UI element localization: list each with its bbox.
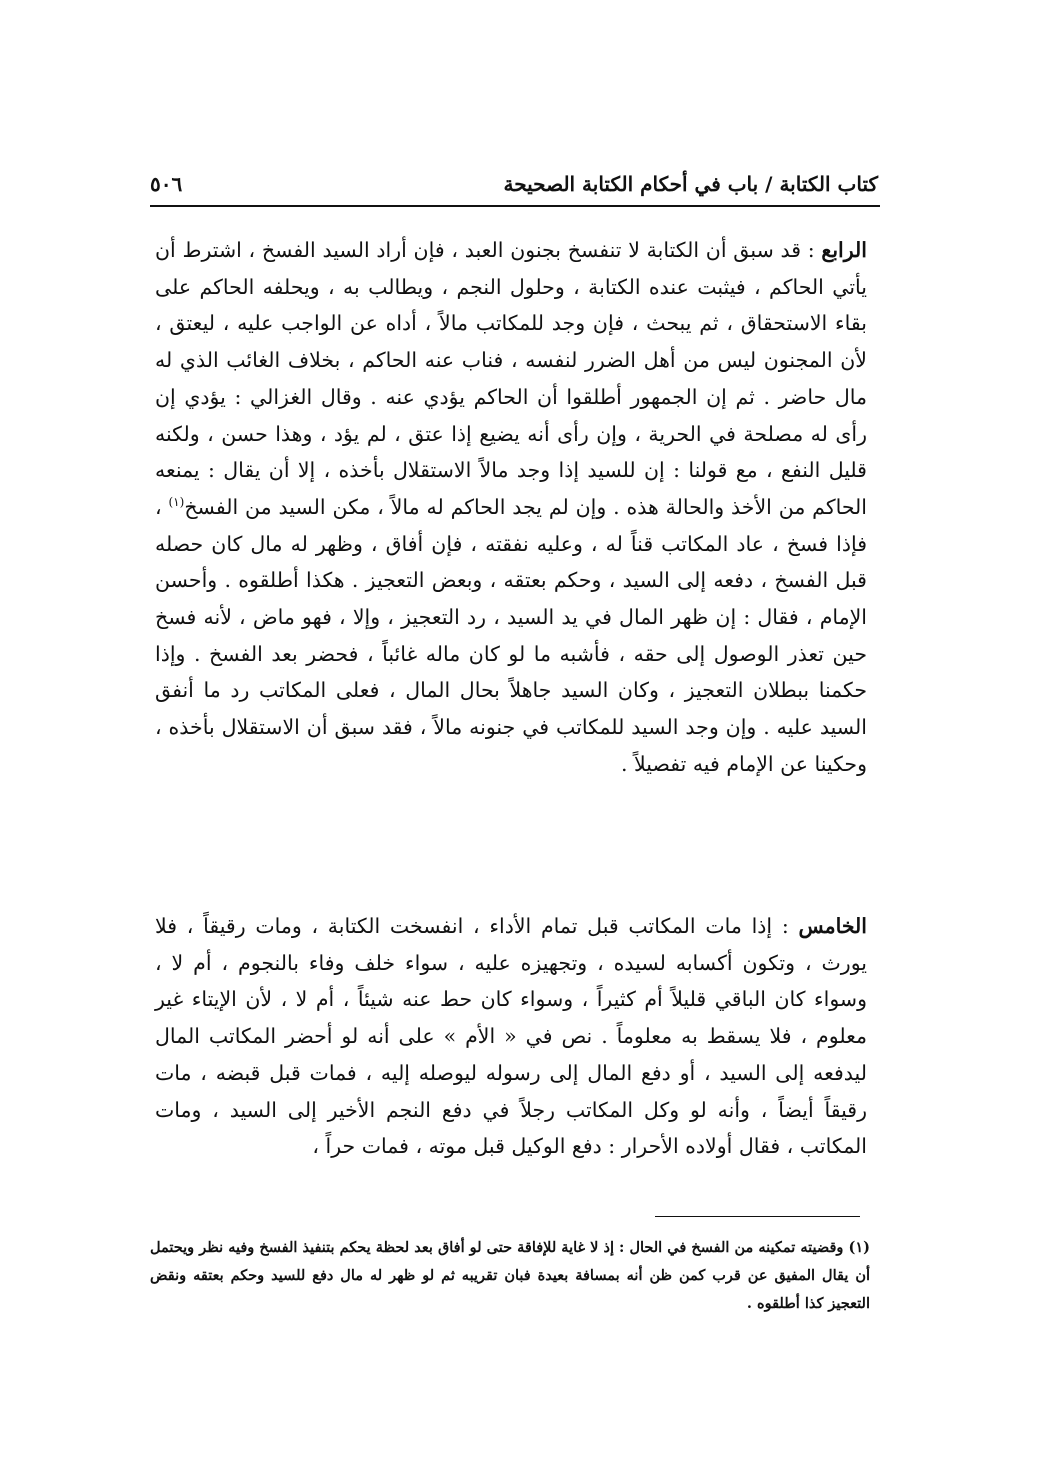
paragraph-text: : إذا مات المكاتب قبل تمام الأداء ، انفسخت الكتابة ، ومات رقيقاً ، فلا يورث ، وتكون أكسابه لسيده ، وتجهيزه عليه ، سواء خلف وفاء بالنجوم ، أم لا ، وسواء كان الباقي قليلاً أم كثيراً ، وسواء كان حط عنه شيئاً ، أم لا ، لأن الإيتاء غير معلوم ، فلا يسقط به معلوماً . نص في « الأم » على أنه لو أحضر المكاتب المال ليدفعه إلى السيد ، أو دفع المال إلى رسوله ليوصله إليه ، فمات قبل قبضه ، مات رقيقاً أيضاً ، وأنه لو وكل المكاتب رجلاً في دفع النجم الأخير إلى السيد ، ومات المكاتب ، فقال أولاده الأحرار : دفع الوكيل قبل موته ، فمات حراً ، — [155, 914, 867, 1159]
footnote-separator — [655, 1216, 860, 1217]
paragraph-fourth — [155, 232, 867, 783]
paragraph-lead: الرابع — [821, 238, 867, 262]
header-title: كتاب الكتابة / باب في أحكام الكتابة الصحيحة — [503, 172, 878, 196]
footnote-reference: (١) — [168, 495, 185, 510]
footnote: (١) وقضيته تمكينه من الفسخ في الحال : إذ لا غاية للإفاقة حتى لو أفاق بعد لحظة يحكم بتنفيذ الفسخ وفيه نظر ويحتمل أن يقال المفيق عن قرب كمن ظن أنه بمسافة بعيدة فبان تقريبه ثم لو ظهر له مال دفع للسيد وحكم بعتقه ونقض التعجيز كذا أطلقوه . — [150, 1239, 870, 1312]
paragraph-text: : قد سبق أن الكتابة لا تنفسخ بجنون العبد ، فإن أراد السيد الفسخ ، اشترط أن يأتي الحاكم ، فيثبت عنده الكتابة ، وحلول النجم ، ويطالب به ، ويحلفه الحاكم على بقاء الاستحقاق ، ثم يبحث ، فإن وجد للمكاتب مالاً ، أداه عن الواجب عليه ، ليعتق ، لأن المجنون ليس من أهل الضرر لنفسه ، فناب عنه الحاكم ، بخلاف الغائب الذي له مال حاضر . ثم إن الجمهور أطلقوا أن الحاكم يؤدي عنه . وقال الغزالي : يؤدي إن رأى له مصلحة في الحرية ، وإن رأى أنه يضيع إذا عتق ، لم يؤد ، وهذا حسن ، ولكنه قليل النفع ، مع قولنا : إن للسيد إذا وجد مالاً الاستقلال بأخذه ، إلا أن يقال : يمنعه الحاكم من الأخذ والحالة هذه . وإن لم يجد الحاكم له مالاً ، مكن السيد من الفسخ — [155, 238, 867, 519]
page-number: ٥٠٦ — [150, 172, 183, 196]
running-header — [150, 166, 878, 202]
paragraph-lead: الخامس — [798, 914, 867, 938]
paragraph-fifth — [155, 908, 867, 1165]
paragraph-text: ، فإذا فسخ ، عاد المكاتب قناً له ، وعليه نفقته ، فإن أفاق ، وظهر له مال كان حصله قبل الفسخ ، دفعه إلى السيد ، وحكم بعتقه ، وبعض التعجيز . هكذا أطلقوه . وأحسن الإمام ، فقال : إن ظهر المال في يد السيد ، رد التعجيز ، وإلا ، فهو ماض ، لأنه فسخ حين تعذر الوصول إلى حقه ، فأشبه ما لو كان ماله غائباً ، فحضر بعد الفسخ . وإذا حكمنا ببطلان التعجيز ، وكان السيد جاهلاً بحال المال ، فعلى المكاتب رد ما أنفق السيد عليه . وإن وجد السيد للمكاتب في جنونه مالاً ، فقد سبق أن الاستقلال بأخذه ، وحكينا عن الإمام فيه تفصيلاً . — [155, 494, 867, 776]
header-rule — [150, 205, 880, 207]
